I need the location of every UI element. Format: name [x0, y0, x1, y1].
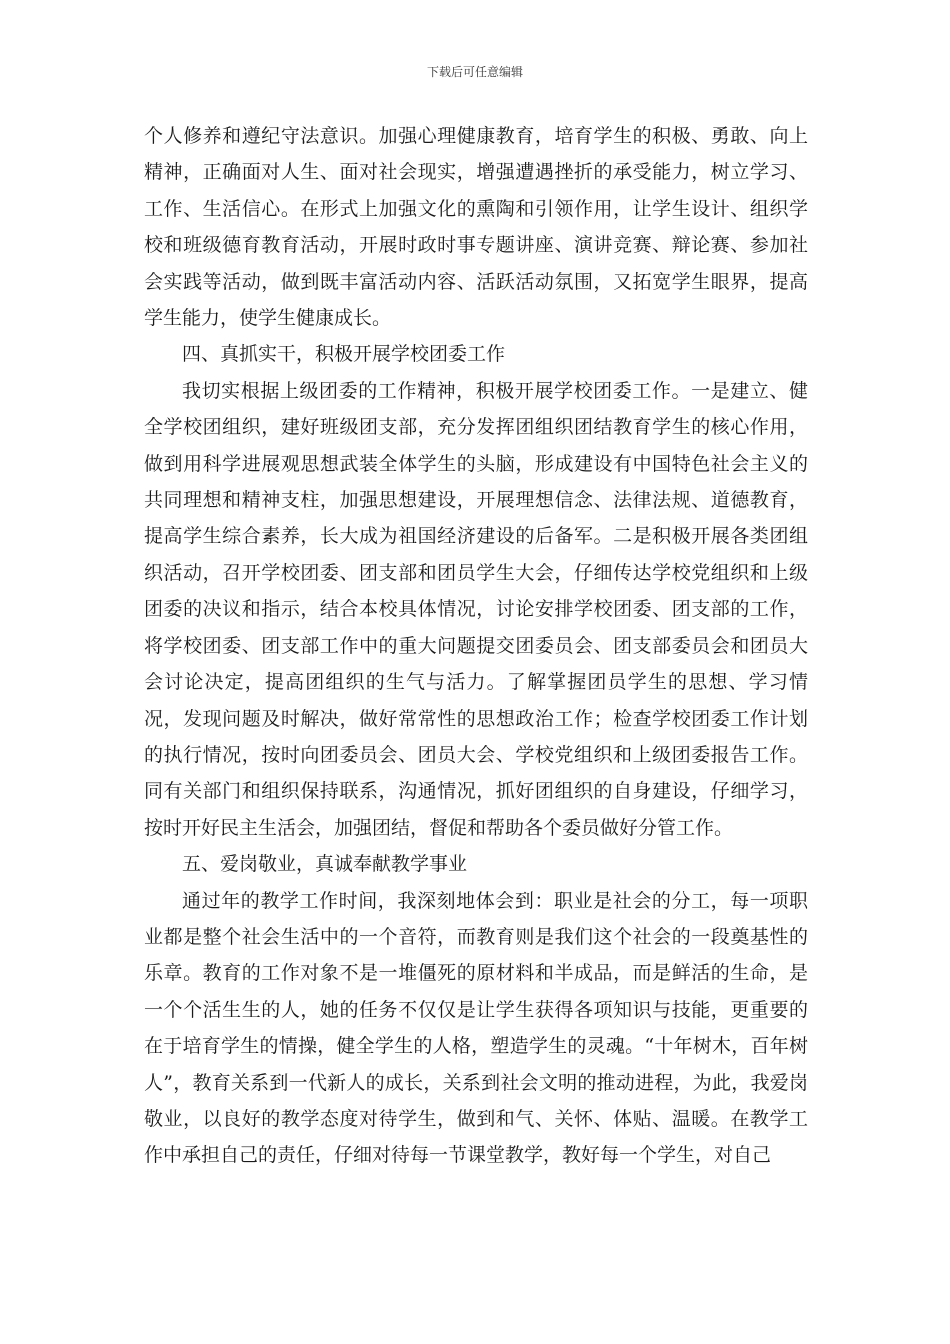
paragraph-self-cultivation: 个人修养和遵纪守法意识。加强心理健康教育，培育学生的积极、勇敢、向上精神，正确面对人生、面对社会现实，增强遭遇挫折的承受能力，树立学习、工作、生活信心。在形式上加强文化的熏陶和引领作用，让学生设计、组织学校和班级德育教育活动，开展时政时事专题讲座、演讲竞赛、辩论赛、参加社会实践等活动，做到既丰富活动内容、活跃活动氛围，又拓宽学生眼界，提高学生能力，使学生健康成长。 [144, 125, 808, 330]
paragraph-dedication: 通过年的教学工作时间，我深刻地体会到：职业是社会的分工，每一项职业都是整个社会生活中的一个音符，而教育则是我们这个社会的一段奠基性的乐章。教育的工作对象不是一堆僵死的原材料和半成品，而是鲜活的生命，是一个个活生生的人，她的任务不仅仅是让学生获得各项知识与技能，更重要的在于培育学生的情操，健全学生的人格，塑造学生的灵魂。“十年树木，百年树人”，教育关系到一代新人的成长，关系到社会文明的推动进程，为此，我爱岗敬业，以良好的教学态度对待学生，做到和气、关怀、体贴、温暖。在教学工作中承担自己的责任，仔细对待每一节课堂教学，教好每一个学生，对自己 [144, 889, 808, 1167]
section-heading-5: 五、爱岗敬业，真诚奉献教学事业 [182, 853, 468, 876]
document-body [144, 118, 808, 1174]
section-heading-4: 四、真抓实干，积极开展学校团委工作 [182, 343, 506, 366]
paragraph-youth-league: 我切实根据上级团委的工作精神，积极开展学校团委工作。一是建立、健全学校团组织，建好班级团支部，充分发挥团组织团结教育学生的核心作用，做到用科学进展观思想武装全体学生的头脑，形成建设有中国特色社会主义的共同理想和精神支柱，加强思想建设，开展理想信念、法律法规、道德教育，提高学生综合素养，长大成为祖国经济建设的后备军。二是积极开展各类团组织活动，召开学校团委、团支部和团员学生大会，仔细传达学校党组织和上级团委的决议和指示，结合本校具体情况，讨论安排学校团委、团支部的工作，将学校团委、团支部工作中的重大问题提交团委员会、团支部委员会和团员大会讨论决定，提高团组织的生气与活力。了解掌握团员学生的思想、学习情况，发现问题及时解决，做好常常性的思想政治工作；检查学校团委工作计划的执行情况，按时向团委员会、团员大会、学校党组织和上级团委报告工作。同有关部门和组织保持联系，沟通情况，抓好团组织的自身建设，仔细学习，按时开好民主生活会，加强团结，督促和帮助各个委员做好分管工作。 [144, 379, 808, 839]
page-header: 下载后可任意编辑 [426, 65, 523, 79]
